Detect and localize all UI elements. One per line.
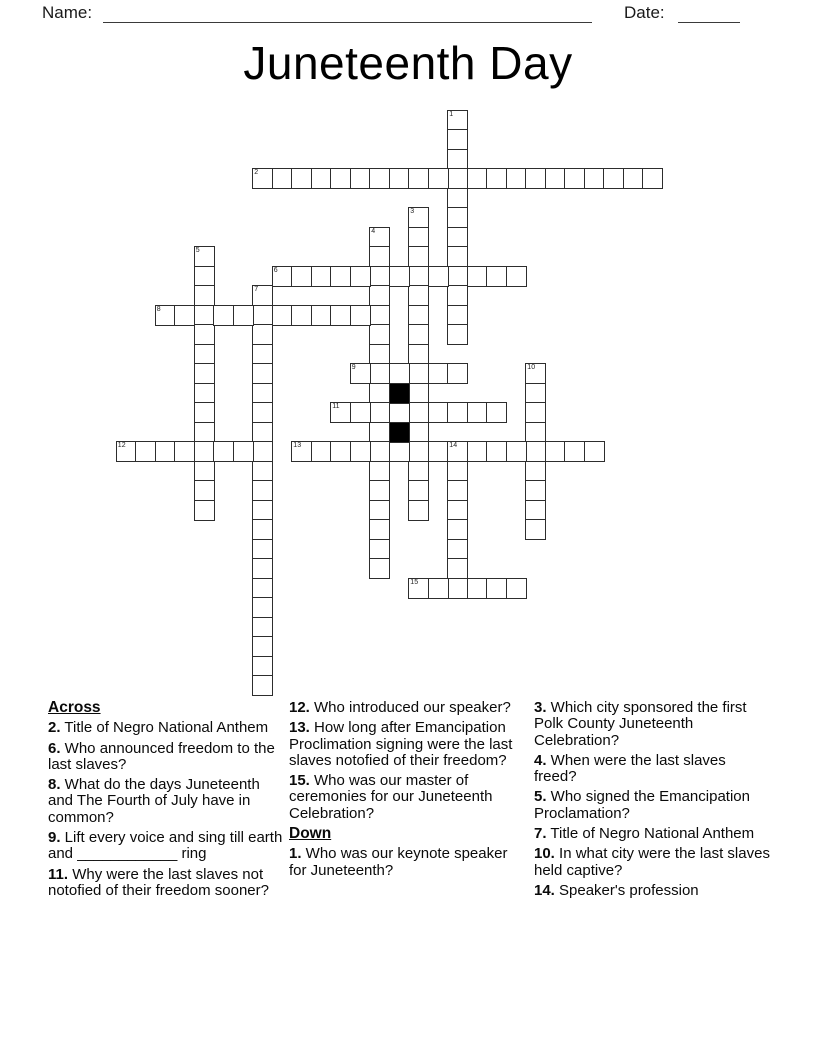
clue-item: 3. Which city sponsored the first Polk County Juneteenth Celebration? xyxy=(534,699,747,749)
grid-cell[interactable] xyxy=(252,441,273,462)
grid-cell[interactable] xyxy=(506,578,527,599)
cell-number: 5 xyxy=(195,247,200,254)
clue-item: 9. Lift every voice and sing till earth and ____________ ring xyxy=(48,829,283,863)
name-blank-line[interactable] xyxy=(103,6,592,23)
grid-cell[interactable] xyxy=(467,441,488,462)
grid-cell[interactable] xyxy=(408,500,429,521)
grid-cell[interactable] xyxy=(311,441,332,462)
clue-number: 8. xyxy=(48,776,61,794)
grid-cell[interactable] xyxy=(194,402,215,423)
grid-cell[interactable] xyxy=(330,266,351,287)
grid-cell[interactable] xyxy=(525,422,546,443)
grid-cell[interactable] xyxy=(506,168,527,189)
grid-cell[interactable] xyxy=(369,402,390,423)
clue-column-middle xyxy=(289,700,525,883)
page-title: Juneteenth Day xyxy=(243,37,573,89)
grid-cell[interactable] xyxy=(369,383,390,404)
clue-number: 15. xyxy=(289,772,310,790)
grid-cell[interactable] xyxy=(564,441,585,462)
grid-cell[interactable] xyxy=(369,558,390,579)
grid-cell[interactable] xyxy=(369,441,390,462)
grid-cell[interactable] xyxy=(194,363,215,384)
grid-cell[interactable] xyxy=(252,324,273,345)
crossword-grid xyxy=(116,110,664,697)
cell-number: 3 xyxy=(410,208,415,215)
grid-cell[interactable] xyxy=(369,480,390,501)
grid-cell[interactable] xyxy=(447,305,468,326)
grid-cell[interactable] xyxy=(486,266,507,287)
grid-cell[interactable] xyxy=(447,558,468,579)
grid-cell[interactable] xyxy=(350,305,371,326)
grid-cell[interactable] xyxy=(408,227,429,248)
grid-cell[interactable] xyxy=(408,441,429,462)
grid-cell[interactable] xyxy=(155,441,176,462)
grid-cell[interactable] xyxy=(408,285,429,306)
clue-item: 12. Who introduced our speaker? xyxy=(289,699,511,716)
grid-cell[interactable] xyxy=(506,441,527,462)
clue-list-header: Across xyxy=(48,699,101,716)
grid-cell[interactable] xyxy=(447,539,468,560)
grid-cell[interactable] xyxy=(389,402,410,423)
grid-cell[interactable] xyxy=(252,402,273,423)
grid-cell[interactable] xyxy=(486,168,507,189)
grid-cell[interactable] xyxy=(350,402,371,423)
clue-number: 10. xyxy=(534,845,555,863)
grid-cell[interactable] xyxy=(369,500,390,521)
grid-cell[interactable] xyxy=(408,246,429,267)
grid-cell[interactable] xyxy=(369,246,390,267)
grid-cell[interactable] xyxy=(408,344,429,365)
grid-cell[interactable] xyxy=(642,168,663,189)
grid-cell[interactable] xyxy=(252,480,273,501)
grid-cell[interactable] xyxy=(330,441,351,462)
grid-cell[interactable] xyxy=(311,168,332,189)
grid-cell[interactable] xyxy=(447,578,468,599)
grid-cell[interactable] xyxy=(252,539,273,560)
grid-cell[interactable] xyxy=(194,266,215,287)
grid-cell[interactable] xyxy=(447,246,468,267)
grid-cell[interactable] xyxy=(447,461,468,482)
grid-cell[interactable] xyxy=(408,168,429,189)
cell-number: 7 xyxy=(254,286,259,293)
cell-number: 11 xyxy=(332,403,340,410)
grid-cell[interactable] xyxy=(525,519,546,540)
grid-cell[interactable] xyxy=(408,305,429,326)
clue-number: 12. xyxy=(289,699,310,716)
clue-number: 1. xyxy=(289,845,302,863)
clue-item: 7. Title of Negro National Anthem xyxy=(534,825,755,843)
grid-cell[interactable] xyxy=(252,363,273,384)
clue-number: 3. xyxy=(534,699,547,716)
grid-cell[interactable] xyxy=(291,266,312,287)
grid-cell[interactable] xyxy=(291,168,312,189)
cell-number: 2 xyxy=(254,169,259,176)
grid-cell[interactable] xyxy=(174,305,195,326)
clue-number: 11. xyxy=(48,865,69,883)
grid-cell[interactable] xyxy=(252,656,273,677)
grid-cell[interactable] xyxy=(350,441,371,462)
cell-number: 13 xyxy=(293,442,302,449)
clue-column-right xyxy=(534,700,770,903)
grid-cell[interactable] xyxy=(194,461,215,482)
clue-number: 14. xyxy=(534,881,555,899)
grid-cell[interactable] xyxy=(194,422,215,443)
grid-cell[interactable] xyxy=(486,441,507,462)
grid-cell[interactable] xyxy=(252,422,273,443)
grid-cell[interactable] xyxy=(525,363,546,384)
grid-cell[interactable] xyxy=(311,266,332,287)
grid-cell[interactable] xyxy=(623,168,644,189)
grid-cell[interactable] xyxy=(564,168,585,189)
grid-cell[interactable] xyxy=(174,441,195,462)
grid-cell[interactable] xyxy=(408,578,429,599)
grid-cell[interactable] xyxy=(194,383,215,404)
grid-cell[interactable] xyxy=(369,324,390,345)
grid-cell[interactable] xyxy=(389,441,410,462)
grid-cell[interactable] xyxy=(408,363,429,384)
grid-cell[interactable] xyxy=(252,558,273,579)
grid-cell[interactable] xyxy=(369,266,390,287)
cell-number: 4 xyxy=(371,227,376,235)
grid-cell[interactable] xyxy=(447,285,468,306)
grid-cell[interactable] xyxy=(194,246,215,267)
grid-cell[interactable] xyxy=(330,402,351,423)
clue-item: 13. How long after Emancipation Proclimation signing were the last slaves notofied of their freedom? xyxy=(289,719,513,769)
grid-cell[interactable] xyxy=(369,168,390,189)
clue-item: 4. When were the last slaves freed? xyxy=(534,751,726,786)
grid-cell[interactable] xyxy=(252,285,273,306)
grid-cell[interactable] xyxy=(447,188,468,209)
grid-cell[interactable] xyxy=(447,110,468,131)
grid-cell[interactable] xyxy=(194,344,215,365)
cell-number: 15 xyxy=(410,578,419,586)
clue-item: 2. Title of Negro National Anthem xyxy=(48,719,269,737)
cell-number: 8 xyxy=(156,305,161,313)
grid-cell[interactable] xyxy=(408,383,429,404)
grid-cell[interactable] xyxy=(194,305,215,326)
grid-cell[interactable] xyxy=(350,363,371,384)
grid-cell[interactable] xyxy=(233,441,254,462)
grid-cell[interactable] xyxy=(447,324,468,345)
cell-number: 10 xyxy=(527,364,536,371)
grid-cell[interactable] xyxy=(447,149,468,170)
clue-list-header: Down xyxy=(289,825,332,843)
grid-cell[interactable] xyxy=(330,168,351,189)
grid-cell[interactable] xyxy=(194,324,215,345)
grid-cell[interactable] xyxy=(252,675,273,696)
clue-item: 11. Why were the last slaves not notofied of their freedom sooner? xyxy=(48,865,269,899)
grid-cell[interactable] xyxy=(447,129,468,150)
grid-cell[interactable] xyxy=(252,578,273,599)
grid-cell[interactable] xyxy=(408,402,429,423)
grid-cell[interactable] xyxy=(213,441,234,462)
grid-cell[interactable] xyxy=(408,266,429,287)
grid-cell[interactable] xyxy=(252,344,273,365)
grid-cell[interactable] xyxy=(408,324,429,345)
grid-cell[interactable] xyxy=(447,500,468,521)
date-label: Date: xyxy=(624,3,665,22)
grid-cell[interactable] xyxy=(369,539,390,560)
cell-number: 14 xyxy=(449,442,458,449)
grid-cell[interactable] xyxy=(584,441,605,462)
grid-cell[interactable] xyxy=(408,422,429,443)
grid-cell[interactable] xyxy=(389,363,410,384)
grid-cell[interactable] xyxy=(428,168,449,189)
grid-cell[interactable] xyxy=(486,578,507,599)
grid-cell[interactable] xyxy=(369,363,390,384)
grid-cell[interactable] xyxy=(272,168,293,189)
clue-column-left xyxy=(48,700,284,903)
grid-cell[interactable] xyxy=(428,578,449,599)
grid-cell[interactable] xyxy=(272,266,293,287)
clue-number: 5. xyxy=(534,788,547,806)
grid-cell[interactable] xyxy=(369,519,390,540)
grid-cell-black xyxy=(389,383,410,404)
name-label: Name: xyxy=(42,3,93,22)
grid-cell[interactable] xyxy=(447,207,468,228)
grid-cell[interactable] xyxy=(233,305,254,326)
grid-cell[interactable] xyxy=(603,168,624,189)
grid-cell[interactable] xyxy=(369,461,390,482)
clue-item: 10. In what city were the last slaves held captive? xyxy=(534,845,770,879)
grid-cell[interactable] xyxy=(428,441,449,462)
grid-cell[interactable] xyxy=(467,168,488,189)
cell-number: 12 xyxy=(117,442,126,449)
grid-cell[interactable] xyxy=(408,480,429,501)
grid-cell[interactable] xyxy=(447,402,468,423)
grid-cell[interactable] xyxy=(369,305,390,326)
clue-number: 13. xyxy=(289,719,310,737)
clue-number: 9. xyxy=(48,829,61,847)
cell-number: 6 xyxy=(273,266,278,274)
grid-cell[interactable] xyxy=(311,305,332,326)
grid-cell[interactable] xyxy=(252,383,273,404)
grid-cell[interactable] xyxy=(428,266,449,287)
grid-cell[interactable] xyxy=(155,305,176,326)
grid-cell[interactable] xyxy=(467,578,488,599)
cell-number: 1 xyxy=(449,110,454,118)
grid-cell[interactable] xyxy=(252,500,273,521)
grid-cell[interactable] xyxy=(428,402,449,423)
clue-number: 4. xyxy=(534,751,547,769)
grid-cell[interactable] xyxy=(291,441,312,462)
grid-cell[interactable] xyxy=(116,441,137,462)
grid-cell[interactable] xyxy=(350,168,371,189)
grid-cell[interactable] xyxy=(252,636,273,657)
grid-cell[interactable] xyxy=(525,480,546,501)
grid-cell[interactable] xyxy=(369,227,390,248)
grid-cell[interactable] xyxy=(486,402,507,423)
clue-item: 1. Who was our keynote speaker for Juneteenth? xyxy=(289,845,508,879)
grid-cell[interactable] xyxy=(194,441,215,462)
grid-cell[interactable] xyxy=(525,383,546,404)
grid-cell[interactable] xyxy=(389,168,410,189)
grid-cell[interactable] xyxy=(389,266,410,287)
grid-cell[interactable] xyxy=(135,441,156,462)
grid-cell[interactable] xyxy=(252,168,273,189)
grid-cell[interactable] xyxy=(369,285,390,306)
grid-cell[interactable] xyxy=(252,617,273,638)
grid-cell[interactable] xyxy=(408,207,429,228)
grid-cell[interactable] xyxy=(408,461,429,482)
clue-number: 6. xyxy=(48,739,61,757)
grid-cell[interactable] xyxy=(194,500,215,521)
clue-number: 2. xyxy=(48,719,61,737)
grid-cell[interactable] xyxy=(252,519,273,540)
grid-cell[interactable] xyxy=(369,422,390,443)
grid-cell[interactable] xyxy=(545,441,566,462)
clue-item: 15. Who was our master of ceremonies for our Juneteenth Celebration? xyxy=(289,772,493,822)
grid-cell[interactable] xyxy=(584,168,605,189)
grid-cell[interactable] xyxy=(545,168,566,189)
clue-item: 14. Speaker's profession xyxy=(534,881,699,899)
grid-cell-black xyxy=(389,422,410,443)
grid-cell[interactable] xyxy=(525,168,546,189)
grid-cell[interactable] xyxy=(447,266,468,287)
clue-item: 6. Who announced freedom to the last slaves? xyxy=(48,739,275,773)
grid-cell[interactable] xyxy=(252,305,273,326)
grid-cell[interactable] xyxy=(194,480,215,501)
grid-cell[interactable] xyxy=(447,441,468,462)
grid-cell[interactable] xyxy=(447,168,468,189)
grid-cell[interactable] xyxy=(467,266,488,287)
cell-number: 9 xyxy=(351,364,356,371)
grid-cell[interactable] xyxy=(447,227,468,248)
grid-cell[interactable] xyxy=(428,363,449,384)
grid-cell[interactable] xyxy=(447,480,468,501)
grid-cell[interactable] xyxy=(447,363,468,384)
grid-cell[interactable] xyxy=(525,441,546,462)
grid-cell[interactable] xyxy=(525,402,546,423)
grid-cell[interactable] xyxy=(213,305,234,326)
grid-cell[interactable] xyxy=(467,402,488,423)
clue-number: 7. xyxy=(534,825,547,843)
grid-cell[interactable] xyxy=(252,597,273,618)
clue-item: 8. What do the days Juneteenth and The Fourth of July have in common? xyxy=(48,776,260,826)
grid-cell[interactable] xyxy=(447,519,468,540)
grid-cell[interactable] xyxy=(525,461,546,482)
grid-cell[interactable] xyxy=(330,305,351,326)
clue-item: 5. Who signed the Emancipation Proclamation? xyxy=(534,788,750,822)
grid-cell[interactable] xyxy=(506,266,527,287)
date-blank-line[interactable] xyxy=(678,6,740,23)
grid-cell[interactable] xyxy=(350,266,371,287)
grid-cell[interactable] xyxy=(252,461,273,482)
grid-cell[interactable] xyxy=(369,344,390,365)
grid-cell[interactable] xyxy=(272,305,293,326)
grid-cell[interactable] xyxy=(525,500,546,521)
grid-cell[interactable] xyxy=(291,305,312,326)
grid-cell[interactable] xyxy=(194,285,215,306)
